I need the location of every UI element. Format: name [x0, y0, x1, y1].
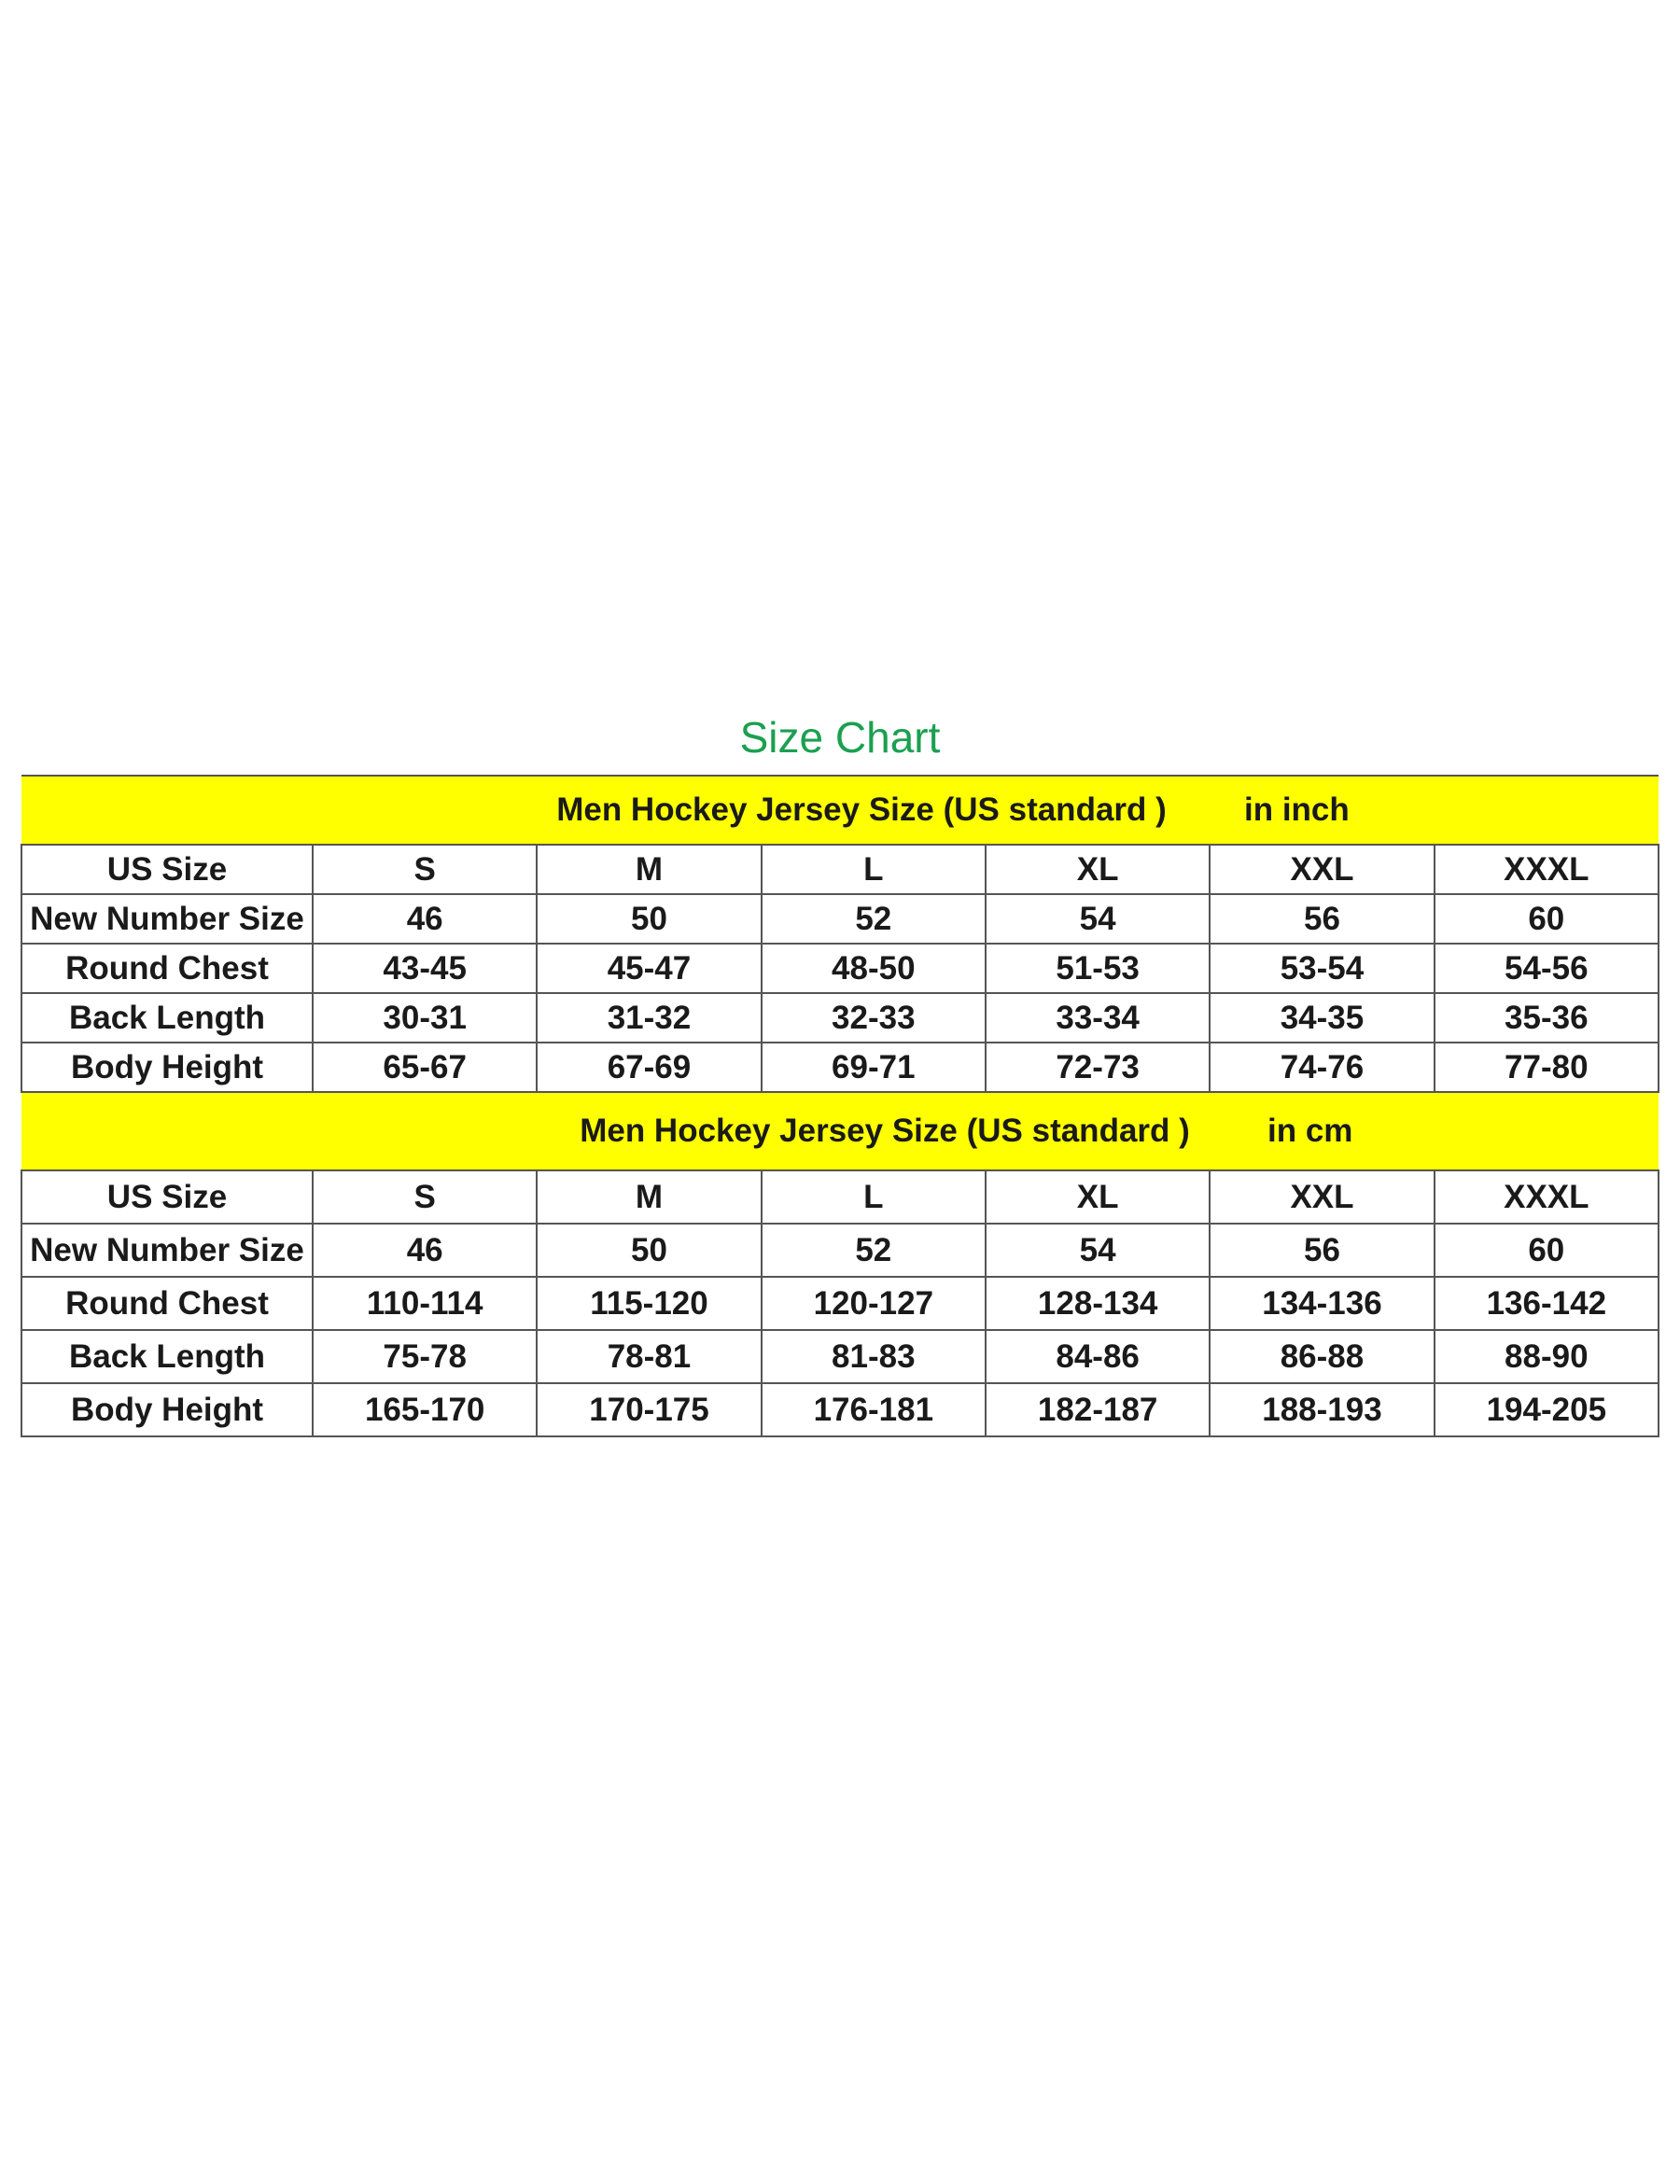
table-cell: 75-78 — [313, 1330, 537, 1383]
table-cell: 65-67 — [313, 1043, 537, 1092]
table-cell: L — [762, 845, 986, 894]
section-header-title: Men Hockey Jersey Size (US standard ) — [580, 1113, 1190, 1149]
table-cell: 128-134 — [986, 1277, 1210, 1330]
table-cell: 84-86 — [986, 1330, 1210, 1383]
section-header-cm — [21, 1092, 1659, 1170]
table-cell: 74-76 — [1210, 1043, 1434, 1092]
table-cell: 48-50 — [762, 944, 986, 993]
table-cell: 52 — [762, 894, 986, 944]
table-cell: 56 — [1210, 1224, 1434, 1277]
table-cell: S — [313, 1170, 537, 1224]
table-cell: 51-53 — [986, 944, 1210, 993]
row-label: US Size — [21, 845, 313, 894]
section-header-title: Men Hockey Jersey Size (US standard ) — [556, 791, 1167, 828]
table-cell: 81-83 — [762, 1330, 986, 1383]
table-row — [21, 1330, 1659, 1383]
table-cell: 50 — [537, 1224, 761, 1277]
table-row — [21, 944, 1659, 993]
table-cell: 45-47 — [537, 944, 761, 993]
table-cell: 67-69 — [537, 1043, 761, 1092]
table-cell: 60 — [1435, 1224, 1659, 1277]
table-cell: M — [537, 1170, 761, 1224]
row-label: Body Height — [21, 1383, 313, 1436]
table-row — [21, 1383, 1659, 1436]
table-cell: 110-114 — [313, 1277, 537, 1330]
table-row — [21, 845, 1659, 894]
table-cell: 30-31 — [313, 993, 537, 1043]
table-cell: 165-170 — [313, 1383, 537, 1436]
row-label: Round Chest — [21, 944, 313, 993]
row-label: New Number Size — [21, 1224, 313, 1277]
table-cell: XXL — [1210, 1170, 1434, 1224]
table-cell: 120-127 — [762, 1277, 986, 1330]
table-cell: 46 — [313, 894, 537, 944]
table-row — [21, 993, 1659, 1043]
table-row — [21, 894, 1659, 944]
table-cell: 56 — [1210, 894, 1434, 944]
row-label: US Size — [21, 1170, 313, 1224]
table-cell: 31-32 — [537, 993, 761, 1043]
table-cell: 34-35 — [1210, 993, 1434, 1043]
table-cell: XXXL — [1435, 1170, 1659, 1224]
table-cell: L — [762, 1170, 986, 1224]
size-chart-table — [21, 775, 1659, 1437]
table-row — [21, 1170, 1659, 1224]
table-cell: 35-36 — [1435, 993, 1659, 1043]
section-header-unit: in cm — [1267, 1113, 1353, 1149]
table-cell: 52 — [762, 1224, 986, 1277]
table-cell: 43-45 — [313, 944, 537, 993]
table-cell: XXL — [1210, 845, 1434, 894]
row-label: Back Length — [21, 1330, 313, 1383]
table-cell: XXXL — [1435, 845, 1659, 894]
table-cell: 54 — [986, 894, 1210, 944]
table-cell: 188-193 — [1210, 1383, 1434, 1436]
table-cell: 88-90 — [1435, 1330, 1659, 1383]
table-cell: 78-81 — [537, 1330, 761, 1383]
table-cell: 170-175 — [537, 1383, 761, 1436]
table-row — [21, 1043, 1659, 1092]
table-cell: 176-181 — [762, 1383, 986, 1436]
table-row — [21, 1277, 1659, 1330]
table-cell: 136-142 — [1435, 1277, 1659, 1330]
table-cell: 60 — [1435, 894, 1659, 944]
table-cell: 54 — [986, 1224, 1210, 1277]
table-cell: 134-136 — [1210, 1277, 1434, 1330]
table-cell: 72-73 — [986, 1043, 1210, 1092]
table-cell: 54-56 — [1435, 944, 1659, 993]
table-cell: 46 — [313, 1224, 537, 1277]
table-cell: 50 — [537, 894, 761, 944]
table-cell: 33-34 — [986, 993, 1210, 1043]
row-label: New Number Size — [21, 894, 313, 944]
section-header-inch — [21, 776, 1659, 845]
table-cell: XL — [986, 845, 1210, 894]
table-row — [21, 1224, 1659, 1277]
row-label: Back Length — [21, 993, 313, 1043]
table-cell: 32-33 — [762, 993, 986, 1043]
table-cell: XL — [986, 1170, 1210, 1224]
table-cell: S — [313, 845, 537, 894]
table-cell: 194-205 — [1435, 1383, 1659, 1436]
size-chart-title: Size Chart — [739, 713, 941, 762]
row-label: Round Chest — [21, 1277, 313, 1330]
row-label: Body Height — [21, 1043, 313, 1092]
table-cell: 115-120 — [537, 1277, 761, 1330]
table-cell: 182-187 — [986, 1383, 1210, 1436]
table-cell: 77-80 — [1435, 1043, 1659, 1092]
table-cell: 53-54 — [1210, 944, 1434, 993]
table-cell: 86-88 — [1210, 1330, 1434, 1383]
table-cell: M — [537, 845, 761, 894]
section-header-unit: in inch — [1244, 791, 1350, 828]
table-cell: 69-71 — [762, 1043, 986, 1092]
